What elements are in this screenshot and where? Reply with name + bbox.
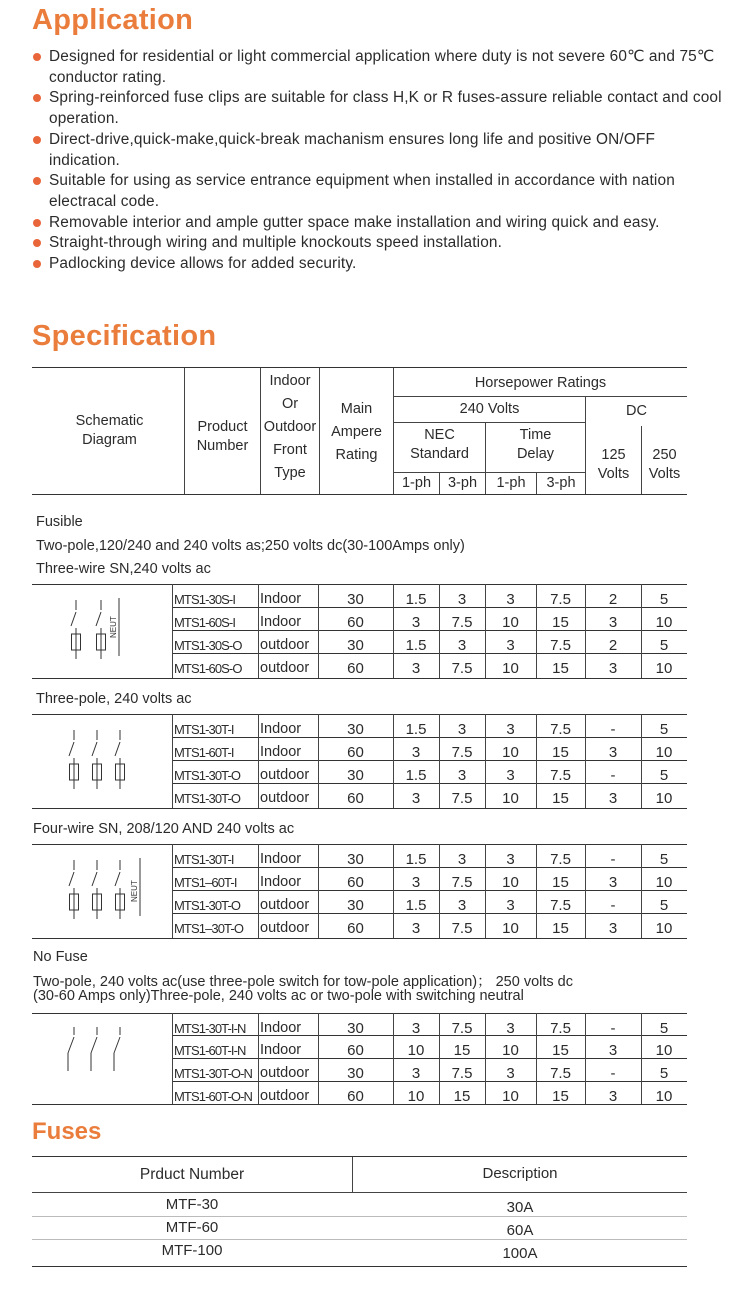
cell-td-1ph: 3 [506, 591, 515, 608]
header-schematic-diagram: Schematic Diagram [75, 413, 144, 448]
cell-td-1ph: 10 [502, 614, 519, 631]
switch-pole [115, 730, 125, 789]
cell-td-3ph: 7.5 [550, 851, 571, 868]
cell-dc-250v: 10 [655, 1042, 673, 1059]
cell-dc-125v: 2 [608, 637, 618, 654]
cell-front-type: outdoor [260, 897, 310, 913]
cell-dc-125v: 2 [608, 591, 618, 608]
fuses-table [32, 1156, 687, 1267]
cell-product-number: MTS1-30T-I [174, 722, 234, 737]
cell-td-3ph: 7.5 [550, 1065, 571, 1082]
neutral-label: NEUT [109, 616, 118, 638]
no-fuse-label: No Fuse [33, 949, 88, 965]
cell-product-number: MTS1-30S-I [174, 592, 236, 607]
cell-nec-1ph: 10 [407, 1042, 425, 1059]
header-125-volts: 125 Volts [597, 447, 630, 482]
cell-ampere-rating: 60 [347, 744, 364, 761]
cell-dc-250v: 5 [659, 897, 669, 914]
cell-dc-250v: 5 [659, 767, 669, 784]
header-indoor-outdoor-type: Indoor Or Outdoor Front Type [263, 373, 317, 481]
fuses-header-description: Description [482, 1165, 558, 1182]
cell-td-1ph: 3 [506, 721, 515, 738]
cell-product-number: MTS1-30T-O [174, 768, 241, 783]
cell-dc-250v: 10 [655, 660, 673, 677]
cell-nec-3ph: 7.5 [451, 660, 473, 677]
cell-dc-250v: 5 [659, 721, 669, 738]
cell-nec-3ph: 7.5 [451, 790, 473, 807]
header-1ph-nec: 1-ph [401, 475, 432, 491]
cell-nec-1ph: 1.5 [405, 767, 427, 784]
cell-ampere-rating: 60 [347, 1088, 364, 1105]
cell-td-3ph: 15 [552, 874, 569, 891]
header-1ph-time-delay: 1-ph [496, 475, 526, 491]
cell-front-type: Indoor [260, 614, 302, 630]
cell-ampere-rating: 30 [347, 591, 364, 608]
schematic-diagram-icon [32, 1013, 162, 1103]
cell-td-1ph: 3 [506, 897, 515, 914]
cell-front-type: Indoor [260, 721, 302, 737]
cell-nec-1ph: 3 [411, 790, 421, 807]
cell-td-3ph: 7.5 [550, 591, 571, 608]
header-dc: DC [626, 403, 647, 419]
cell-front-type: outdoor [260, 790, 310, 806]
cell-nec-1ph: 10 [407, 1088, 425, 1105]
cell-nec-1ph: 1.5 [405, 851, 427, 868]
cell-td-1ph: 10 [502, 1042, 519, 1059]
cell-dc-125v: 3 [608, 744, 618, 761]
group-4-caption-2: (30-60 Amps only)Three-pole, 240 volts ac or two-pole with switching neutral [33, 988, 524, 1004]
cell-nec-3ph: 7.5 [451, 1065, 473, 1082]
cell-dc-250v: 10 [655, 874, 673, 891]
cell-dc-125v: - [610, 1065, 616, 1082]
cell-td-1ph: 3 [506, 1065, 515, 1082]
switch-pole [114, 1027, 120, 1071]
header-250-volts: 250 Volts [648, 447, 681, 482]
table-row [32, 1196, 687, 1218]
fuse-product-number: MTF-60 [165, 1219, 219, 1236]
table-row [32, 1242, 687, 1264]
cell-td-3ph: 15 [552, 1088, 569, 1105]
cell-product-number: MTS1-30T-O [174, 791, 241, 806]
cell-td-3ph: 15 [552, 1042, 569, 1059]
cell-td-3ph: 15 [552, 614, 569, 631]
header-3ph-time-delay: 3-ph [546, 475, 576, 491]
cell-nec-3ph: 3 [457, 897, 467, 914]
cell-dc-250v: 10 [655, 790, 673, 807]
application-bullet: Suitable for using as service entrance equipment when installed in accordance with nation electracal code. [32, 171, 722, 212]
group-3-caption: Four-wire SN, 208/120 AND 240 volts ac [33, 821, 295, 837]
cell-dc-250v: 5 [659, 1020, 669, 1037]
cell-front-type: outdoor [260, 637, 310, 653]
cell-ampere-rating: 30 [347, 897, 364, 914]
cell-product-number: MTS1–30T-O [174, 921, 244, 936]
application-bullet: Direct-drive,quick-make,quick-break machanism ensures long life and positive ON/OFF indication. [32, 130, 722, 171]
application-bullet: Spring-reinforced fuse clips are suitable for class H,K or R fuses-assure reliable contact and cool operation. [32, 88, 722, 129]
cell-dc-125v: 3 [608, 1042, 618, 1059]
spec-table-header [32, 367, 687, 495]
cell-ampere-rating: 60 [347, 874, 364, 891]
cell-front-type: outdoor [260, 767, 310, 783]
cell-dc-125v: 3 [608, 660, 618, 677]
cell-dc-125v: 3 [608, 1088, 618, 1105]
header-product-number: Product Number [196, 419, 249, 454]
cell-product-number: MTS1-30T-I-N [174, 1021, 246, 1036]
header-horsepower-ratings: Horsepower Ratings [474, 375, 607, 391]
group-2-caption: Three-pole, 240 volts ac [36, 691, 192, 707]
switch-pole [71, 600, 81, 659]
cell-dc-125v: 3 [608, 874, 618, 891]
cell-td-3ph: 15 [552, 790, 569, 807]
cell-ampere-rating: 60 [347, 790, 364, 807]
cell-nec-3ph: 7.5 [451, 1020, 473, 1037]
schematic-diagram-icon [32, 714, 162, 804]
fuse-description: 100A [502, 1245, 538, 1262]
cell-front-type: Indoor [260, 851, 302, 867]
cell-td-3ph: 7.5 [550, 1020, 571, 1037]
cell-td-1ph: 10 [502, 660, 519, 677]
cell-nec-1ph: 3 [411, 744, 421, 761]
cell-dc-250v: 5 [659, 851, 669, 868]
cell-nec-3ph: 7.5 [451, 614, 473, 631]
cell-nec-1ph: 1.5 [405, 897, 427, 914]
cell-td-3ph: 7.5 [550, 637, 571, 654]
cell-dc-125v: - [610, 721, 616, 738]
cell-nec-3ph: 7.5 [451, 920, 473, 937]
cell-front-type: outdoor [260, 1088, 310, 1104]
cell-dc-250v: 10 [655, 1088, 673, 1105]
cell-ampere-rating: 60 [347, 1042, 364, 1059]
switch-pole [115, 860, 125, 919]
cell-td-1ph: 10 [502, 790, 519, 807]
cell-product-number: MTS1-60S-O [174, 661, 242, 676]
cell-front-type: Indoor [260, 591, 302, 607]
header-main-ampere-rating: Main Ampere Rating [331, 401, 382, 463]
cell-ampere-rating: 30 [347, 721, 364, 738]
cell-product-number: MTS1-30T-O [174, 898, 241, 913]
switch-pole [68, 1027, 74, 1071]
cell-nec-3ph: 3 [457, 767, 467, 784]
spec-group-two-pole-three-wire [32, 584, 687, 684]
cell-nec-1ph: 3 [411, 874, 421, 891]
cell-product-number: MTS1-60S-I [174, 615, 236, 630]
cell-product-number: MTS1-30T-I [174, 852, 234, 867]
cell-ampere-rating: 30 [347, 851, 364, 868]
cell-front-type: outdoor [260, 920, 310, 936]
cell-ampere-rating: 60 [347, 660, 364, 677]
cell-ampere-rating: 60 [347, 920, 364, 937]
header-time-delay: Time Delay [516, 427, 555, 462]
cell-td-3ph: 7.5 [550, 897, 571, 914]
header-3ph-nec: 3-ph [447, 475, 478, 491]
cell-front-type: Indoor [260, 874, 302, 890]
cell-dc-125v: 3 [608, 790, 618, 807]
cell-td-3ph: 15 [552, 920, 569, 937]
switch-pole [91, 1027, 97, 1071]
fuse-description: 30A [506, 1199, 534, 1216]
cell-nec-1ph: 3 [411, 660, 421, 677]
group-1-caption-1: Two-pole,120/240 and 240 volts as;250 volts dc(30-100Amps only) [36, 538, 465, 554]
cell-front-type: Indoor [260, 744, 302, 760]
application-bullet: Removable interior and ample gutter space make installation and wiring quick and easy. [32, 213, 722, 234]
cell-td-3ph: 15 [552, 744, 569, 761]
cell-nec-1ph: 1.5 [405, 591, 427, 608]
table-row [32, 1219, 687, 1241]
header-240-volts: 240 Volts [459, 401, 520, 417]
cell-nec-1ph: 3 [411, 1020, 421, 1037]
cell-td-1ph: 3 [506, 637, 515, 654]
cell-dc-250v: 5 [659, 1065, 669, 1082]
cell-ampere-rating: 30 [347, 637, 364, 654]
cell-td-1ph: 3 [506, 1020, 515, 1037]
group-4-caption-1: Two-pole, 240 volts ac(use three-pole switch for tow-pole application)； 250 volts dc [33, 974, 573, 990]
cell-td-1ph: 10 [502, 874, 519, 891]
cell-nec-3ph: 15 [453, 1088, 471, 1105]
cell-product-number: MTS1-60T-I-N [174, 1043, 246, 1058]
cell-front-type: Indoor [260, 1020, 302, 1036]
cell-dc-250v: 10 [655, 614, 673, 631]
schematic-diagram-icon [32, 584, 162, 674]
cell-nec-1ph: 3 [411, 614, 421, 631]
switch-pole [92, 730, 102, 789]
cell-nec-1ph: 1.5 [405, 637, 427, 654]
cell-dc-125v: - [610, 767, 616, 784]
application-bullet: Designed for residential or light commercial application where duty is not severe 60℃ and 75℃ conductor rating. [32, 47, 722, 88]
schematic-diagram-icon [32, 844, 162, 934]
application-title: Application [32, 4, 194, 36]
cell-nec-1ph: 3 [411, 920, 421, 937]
cell-dc-125v: 3 [608, 614, 618, 631]
switch-pole [69, 730, 79, 789]
cell-product-number: MTS1-30T-O-N [174, 1066, 253, 1081]
neutral-label: NEUT [130, 880, 139, 902]
cell-ampere-rating: 30 [347, 767, 364, 784]
switch-pole [96, 600, 106, 659]
cell-td-1ph: 10 [502, 920, 519, 937]
group-1-caption-2: Three-wire SN,240 volts ac [36, 561, 211, 577]
specification-title: Specification [32, 320, 217, 352]
fuses-title: Fuses [32, 1118, 102, 1145]
header-nec-standard: NEC Standard [410, 427, 469, 462]
cell-front-type: outdoor [260, 1065, 310, 1081]
spec-group-four-wire [32, 844, 687, 944]
fuse-description: 60A [506, 1222, 534, 1239]
cell-nec-3ph: 3 [457, 637, 467, 654]
cell-nec-1ph: 3 [411, 1065, 421, 1082]
spec-group-no-fuse [32, 1013, 687, 1105]
fuses-header-product-number: Prduct Number [139, 1166, 245, 1183]
switch-pole [69, 860, 79, 919]
cell-td-3ph: 7.5 [550, 721, 571, 738]
fuse-product-number: MTF-100 [161, 1242, 223, 1259]
cell-dc-250v: 10 [655, 920, 673, 937]
cell-dc-125v: 3 [608, 920, 618, 937]
application-bullet: Straight-through wiring and multiple knockouts speed installation. [32, 233, 722, 254]
cell-front-type: Indoor [260, 1042, 302, 1058]
cell-nec-3ph: 3 [457, 851, 467, 868]
cell-dc-125v: - [610, 1020, 616, 1037]
cell-product-number: MTS1-60T-O-N [174, 1089, 253, 1104]
cell-nec-3ph: 3 [457, 721, 467, 738]
cell-td-1ph: 3 [506, 767, 515, 784]
cell-td-1ph: 3 [506, 851, 515, 868]
fusible-label: Fusible [36, 514, 83, 530]
fuse-product-number: MTF-30 [165, 1196, 219, 1213]
cell-product-number: MTS1-30S-O [174, 638, 242, 653]
cell-nec-3ph: 7.5 [451, 744, 473, 761]
application-bullet-list [32, 47, 722, 275]
cell-td-1ph: 10 [502, 1088, 519, 1105]
cell-dc-125v: - [610, 897, 616, 914]
cell-td-1ph: 10 [502, 744, 519, 761]
cell-product-number: MTS1–60T-I [174, 875, 237, 890]
cell-nec-3ph: 3 [457, 591, 467, 608]
switch-pole [92, 860, 102, 919]
cell-nec-3ph: 7.5 [451, 874, 473, 891]
cell-nec-1ph: 1.5 [405, 721, 427, 738]
spec-group-three-pole [32, 714, 687, 814]
cell-td-3ph: 7.5 [550, 767, 571, 784]
cell-dc-250v: 5 [659, 591, 669, 608]
application-bullet: Padlocking device allows for added security. [32, 254, 722, 275]
cell-product-number: MTS1-60T-I [174, 745, 234, 760]
cell-ampere-rating: 30 [347, 1065, 364, 1082]
cell-dc-250v: 10 [655, 744, 673, 761]
cell-ampere-rating: 60 [347, 614, 364, 631]
cell-front-type: outdoor [260, 660, 310, 676]
cell-dc-125v: - [610, 851, 616, 868]
cell-ampere-rating: 30 [347, 1020, 364, 1037]
cell-dc-250v: 5 [659, 637, 669, 654]
cell-nec-3ph: 15 [453, 1042, 471, 1059]
cell-td-3ph: 15 [552, 660, 569, 677]
